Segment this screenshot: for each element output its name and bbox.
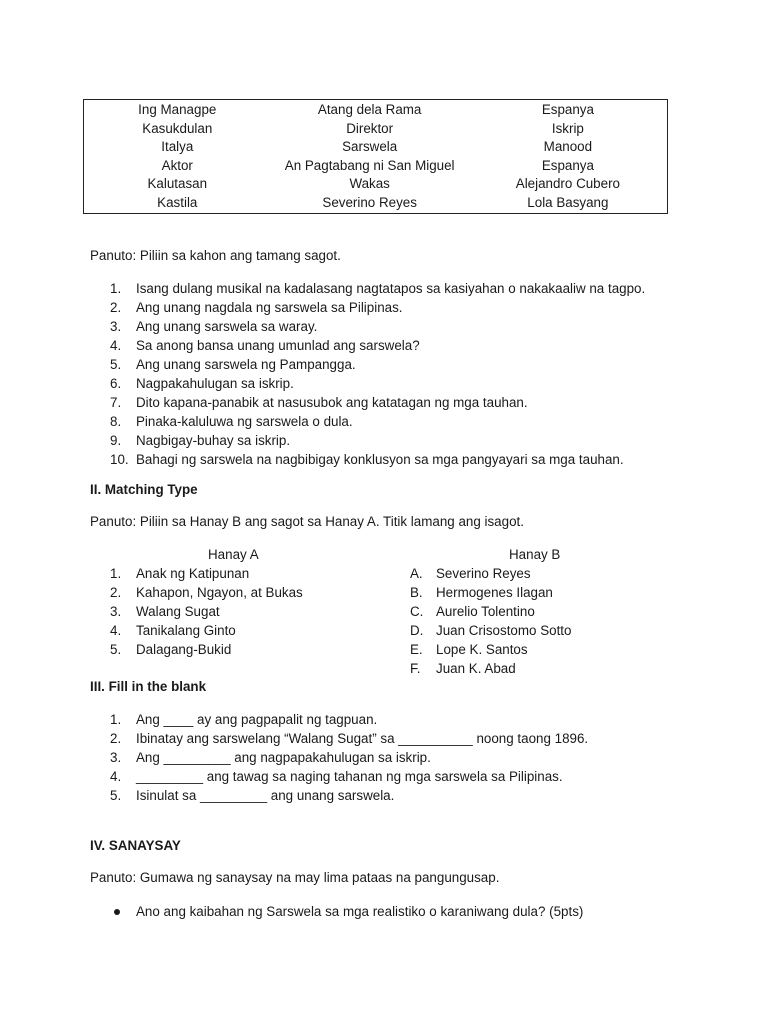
word-box-row bbox=[84, 175, 667, 194]
word-box-cell: Espanya bbox=[541, 102, 594, 117]
word-box-row bbox=[84, 101, 667, 120]
part2-instruction: Panuto: Piliin sa Hanay B ang sagot sa Hanay A. Titik lamang ang isagot. bbox=[90, 514, 524, 529]
word-box-cell: Espanya bbox=[541, 157, 594, 173]
item-text: Ibinatay ang sarswelang “Walang Sugat” sa __________ noong taong 1896. bbox=[136, 731, 589, 746]
hanay-b-item bbox=[390, 602, 571, 621]
part4-instruction: Panuto: Gumawa ng sanaysay na may lima pataas na pangungusap. bbox=[90, 870, 500, 885]
item-number: F. bbox=[410, 661, 421, 676]
part4-heading: IV. SANAYSAY bbox=[90, 838, 181, 853]
word-box-cell: Sarswela bbox=[342, 139, 398, 155]
item-text: Lope K. Santos bbox=[436, 642, 528, 657]
blank-item bbox=[90, 729, 588, 748]
word-choice-box bbox=[83, 99, 668, 214]
blank-item bbox=[90, 767, 588, 786]
word-choice-table bbox=[84, 101, 667, 213]
item-number: 4. bbox=[110, 338, 122, 353]
part1-question-list bbox=[90, 279, 645, 469]
item-number: 2. bbox=[110, 585, 122, 600]
item-number: D. bbox=[410, 623, 424, 638]
item-number: 5. bbox=[110, 642, 122, 657]
hanay-b-item bbox=[390, 564, 571, 583]
item-number: B. bbox=[410, 585, 423, 600]
word-box-cell: Direktor bbox=[346, 120, 394, 136]
essay-question-text: Ano ang kaibahan ng Sarswela sa mga realistiko o karaniwang dula? (5pts) bbox=[136, 904, 584, 919]
part1-instruction: Panuto: Piliin sa kahon ang tamang sagot. bbox=[90, 248, 341, 263]
item-number: A. bbox=[410, 566, 423, 581]
hanay-b-item bbox=[390, 583, 571, 602]
item-text: Ang ____ ay ang pagpapalit ng tagpuan. bbox=[136, 712, 378, 727]
hanay-a-list bbox=[90, 564, 303, 659]
part2-heading: II. Matching Type bbox=[90, 482, 198, 497]
item-text: _________ ang tawag sa naging tahanan ng mga sarswela sa Pilipinas. bbox=[136, 769, 563, 784]
question-item bbox=[90, 355, 645, 374]
word-box-cell: Kalutasan bbox=[147, 176, 208, 192]
item-text: Dito kapana-panabik at nasusubok ang katatagan ng mga tauhan. bbox=[136, 395, 528, 410]
item-number: 8. bbox=[110, 414, 122, 429]
hanay-b-item bbox=[390, 659, 571, 678]
item-text: Ang unang nagdala ng sarswela sa Pilipinas. bbox=[136, 300, 403, 315]
item-text: Isang dulang musikal na kadalasang nagtatapos sa kasiyahan o nakakaaliw na tagpo. bbox=[136, 281, 646, 296]
item-number: 9. bbox=[110, 433, 122, 448]
word-box-cell: Lola Basyang bbox=[527, 194, 609, 210]
blank-item bbox=[90, 748, 588, 767]
item-number: 3. bbox=[110, 604, 122, 619]
item-number: 2. bbox=[110, 300, 122, 315]
word-box-row bbox=[84, 157, 667, 176]
hanay-a-title: Hanay A bbox=[208, 547, 259, 562]
hanay-a-item bbox=[90, 621, 303, 640]
word-box-cell: Aktor bbox=[161, 157, 193, 173]
hanay-a-item bbox=[90, 564, 303, 583]
word-box-row bbox=[84, 138, 667, 157]
item-number: 2. bbox=[110, 731, 122, 746]
word-box-cell: Ing Managpe bbox=[138, 102, 217, 117]
word-box-cell: Atang dela Rama bbox=[317, 102, 422, 117]
item-text: Juan K. Abad bbox=[436, 661, 516, 676]
item-number: 4. bbox=[110, 769, 122, 784]
item-number: 4. bbox=[110, 623, 122, 638]
question-item bbox=[90, 317, 645, 336]
hanay-a-item bbox=[90, 640, 303, 659]
question-item bbox=[90, 336, 645, 355]
item-text: Dalagang-Bukid bbox=[136, 642, 232, 657]
word-box-cell: Kasukdulan bbox=[142, 120, 213, 136]
hanay-a-item bbox=[90, 602, 303, 621]
blank-item bbox=[90, 786, 588, 805]
word-box-cell: Kastila bbox=[157, 194, 198, 210]
item-text: Walang Sugat bbox=[136, 604, 220, 619]
item-number: 5. bbox=[110, 788, 122, 803]
hanay-a-item bbox=[90, 583, 303, 602]
word-box-row bbox=[84, 194, 667, 213]
item-text: Bahagi ng sarswela na nagbibigay konklusyon sa mga pangyayari sa mga tauhan. bbox=[136, 452, 624, 467]
question-item bbox=[90, 374, 645, 393]
item-number: 1. bbox=[110, 281, 122, 296]
word-box-cell: Severino Reyes bbox=[322, 194, 417, 210]
item-text: Aurelio Tolentino bbox=[436, 604, 535, 619]
item-text: Isinulat sa _________ ang unang sarswela. bbox=[136, 788, 395, 803]
item-text: Hermogenes Ilagan bbox=[436, 585, 553, 600]
item-number: 3. bbox=[110, 319, 122, 334]
item-number: E. bbox=[410, 642, 423, 657]
bullet-icon bbox=[114, 909, 120, 915]
item-text: Juan Crisostomo Sotto bbox=[436, 623, 572, 638]
item-number: 1. bbox=[110, 712, 122, 727]
question-item bbox=[90, 450, 645, 469]
item-number: 5. bbox=[110, 357, 122, 372]
item-text: Pinaka-kaluluwa ng sarswela o dula. bbox=[136, 414, 353, 429]
item-number: 6. bbox=[110, 376, 122, 391]
item-text: Ang unang sarswela sa waray. bbox=[136, 319, 318, 334]
item-text: Nagpakahulugan sa iskrip. bbox=[136, 376, 294, 391]
essay-question bbox=[90, 903, 690, 921]
word-box-cell: Iskrip bbox=[551, 120, 584, 136]
word-box-cell: Wakas bbox=[349, 176, 390, 192]
word-box-row bbox=[84, 120, 667, 139]
item-text: Severino Reyes bbox=[436, 566, 531, 581]
hanay-b-list bbox=[390, 564, 571, 678]
item-number: 10. bbox=[110, 452, 129, 467]
hanay-b-item bbox=[390, 621, 571, 640]
item-number: 3. bbox=[110, 750, 122, 765]
hanay-b-title: Hanay B bbox=[509, 547, 561, 562]
item-text: Ang _________ ang nagpapakahulugan sa iskrip. bbox=[136, 750, 431, 765]
item-number: 1. bbox=[110, 566, 122, 581]
part3-blank-list bbox=[90, 710, 588, 805]
question-item bbox=[90, 431, 645, 450]
question-item bbox=[90, 393, 645, 412]
question-item bbox=[90, 412, 645, 431]
item-text: Tanikalang Ginto bbox=[136, 623, 236, 638]
item-number: C. bbox=[410, 604, 424, 619]
question-item bbox=[90, 298, 645, 317]
part3-heading: III. Fill in the blank bbox=[90, 679, 207, 694]
word-box-cell: An Pagtabang ni San Miguel bbox=[284, 157, 455, 173]
blank-item bbox=[90, 710, 588, 729]
item-text: Sa anong bansa unang umunlad ang sarswela? bbox=[136, 338, 420, 353]
item-text: Kahapon, Ngayon, at Bukas bbox=[136, 585, 303, 600]
word-box-cell: Alejandro Cubero bbox=[515, 176, 620, 192]
item-text: Ang unang sarswela ng Pampangga. bbox=[136, 357, 356, 372]
question-item bbox=[90, 279, 645, 298]
hanay-b-item bbox=[390, 640, 571, 659]
item-text: Nagbigay-buhay sa iskrip. bbox=[136, 433, 291, 448]
word-box-cell: Italya bbox=[161, 139, 194, 155]
word-box-cell: Manood bbox=[543, 139, 593, 155]
item-text: Anak ng Katipunan bbox=[136, 566, 250, 581]
item-number: 7. bbox=[110, 395, 122, 410]
